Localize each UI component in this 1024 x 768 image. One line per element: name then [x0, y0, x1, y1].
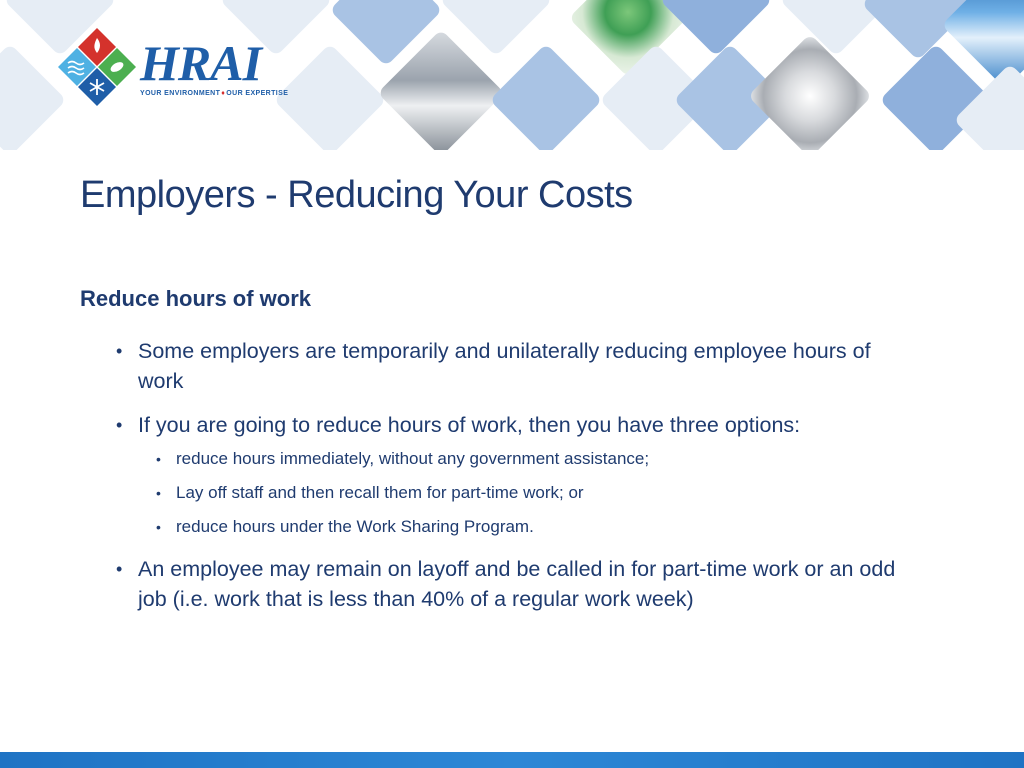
- hrai-logo-mark: [56, 26, 138, 108]
- bullet-list: [116, 336, 896, 628]
- bullet-text: If you are going to reduce hours of work, then you have three options:: [138, 413, 801, 437]
- decor-diamond: [489, 43, 602, 150]
- bullet-item: [116, 410, 896, 540]
- hrai-logo: [56, 26, 316, 110]
- bullet-text: An employee may remain on layoff and be called in for part-time work or an odd job (i.e. work that is less than 40% of a regular work week): [138, 557, 896, 611]
- logo-wordmark: HRAI: [140, 35, 262, 91]
- exhaust-fan-photo-tile: [748, 34, 872, 150]
- sub-bullet-item: • reduce hours under the Work Sharing Program.: [154, 514, 896, 540]
- logo-tagline-right: OUR EXPERTISE: [226, 90, 289, 97]
- bullet-text: Some employers are temporarily and unilaterally reducing employee hours of work: [138, 339, 871, 393]
- bullet-item: [116, 554, 896, 614]
- section-heading: Reduce hours of work: [80, 286, 312, 311]
- bullet-item: [116, 336, 896, 396]
- sub-bullet-item: • Lay off staff and then recall them for part-time work; or: [154, 480, 896, 506]
- logo-tagline-left: YOUR ENVIRONMENT: [140, 90, 221, 97]
- footer-band: [0, 752, 1024, 768]
- sub-bullet-item: • reduce hours immediately, without any government assistance;: [154, 446, 896, 472]
- maple-leaf-icon: ♦: [221, 90, 226, 97]
- slide-title: Employers - Reducing Your Costs: [80, 174, 633, 216]
- sub-bullet-list: [154, 446, 896, 540]
- logo-tagline: [140, 90, 288, 97]
